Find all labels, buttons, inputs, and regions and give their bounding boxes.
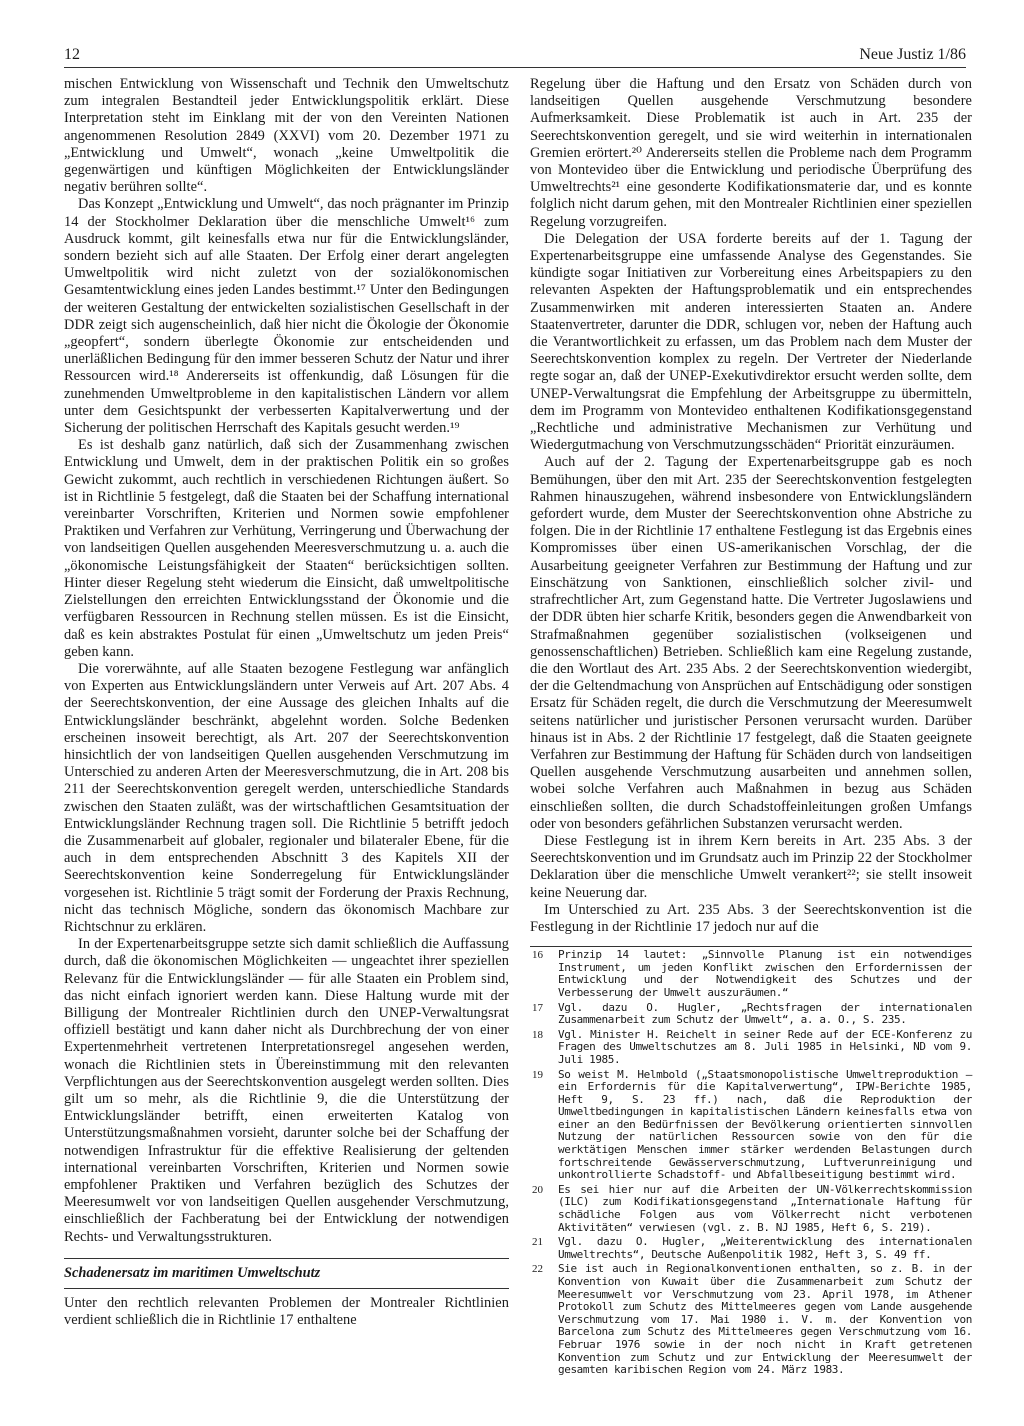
paragraph: Die vorerwähnte, auf alle Staaten bezogene Festlegung war anfänglich von Experten aus Entwicklungsländern unter Verweis auf Art. 207 Abs. 4 der Seerechtskonvention, der eine Aussage des gleichen Inhalts auf die Entwicklungsländer beschränkt, abgelehnt worden. Solche Bedenken erscheinen insoweit berechtigt, als Art. 207 der Seerechtskonvention hinsichtlich der von landseitigen Quellen ausgehenden Verschmutzung im Unterschied zu anderen Arten der Meeresverschmutzung, die in Art. 208 bis 211 der Seerechtskonvention geregelt werden, unterschiedliche Standards zwischen den Staaten zuläßt, was der wirtschaftlichen Gesamtsituation der Entwicklungsländer Rechnung tragen soll. Die Richtlinie 5 betrifft jedoch die Zusammenarbeit auf globaler, regionaler und bilateraler Ebene, für die auch in dem entsprechenden Abschnitt 3 des Kapitels XII der Seerechtskonvention keine Sonderregelung für Entwicklungsländer vorgesehen ist. Richtlinie 5 trägt somit der Forderung der Praxis Rechnung, nicht das technisch Mögliche, sondern das ökonomisch Machbare zur Richtschnur zu erklären.	[64, 660, 509, 935]
paragraph: Es ist deshalb ganz natürlich, daß sich der Zusammenhang zwischen Entwicklung und Umwelt, dem in der praktischen Politik ein so großes Gewicht zukommt, auch rechtlich in verschiedenen Richtungen äußert. So ist in Richtlinie 5 festgelegt, daß die Staaten bei der Schaffung international vereinbarter Vorschriften, Kriterien und Normen sowie empfohlener Praktiken und Verfahren zur Verhütung, Verringerung und Überwachung der von landseitigen Quellen ausgehenden Meeresverschmutzung u. a. auch die „ökonomische Leistungsfähigkeit der Staaten“ berücksichtigen sollten. Hinter dieser Regelung steht wiederum die Einsicht, daß umweltpolitische Zielstellungen den erreichten Entwicklungsstand der Ökonomie und die verfügbaren Ressourcen in Rechnung stellen müssen. Es ist die Einsicht, daß es kein abstraktes Postulat für einen „Umweltschutz um jeden Preis“ geben kann.	[64, 437, 509, 660]
footnote-text: Sie ist auch in Regionalkonventionen enthalten, so z. B. in der Konvention von Kuwait über die Zusammenarbeit zum Schutz der Meeresumwelt vor Verschmutzung vom 23. April 1978, im Athener Protokoll zum Schutz des Mittelmeeres gegen vom Lande ausgehende Verschmutzung vom 17. Mai 1980 i. V. m. der Konvention von Barcelona zum Schutz des Mittelmeeres gegen Verschmutzung vom 16. Februar 1976 sowie in der noch nicht in Kraft getretenen Konvention zum Schutz und zur Entwicklung der Meeresumwelt der gesamten karibischen Region vom 24. März 1983.	[558, 1262, 972, 1377]
paragraph: Regelung über die Haftung und den Ersatz von Schäden durch von landseitigen Quellen ausgehende Verschmutzung besondere Aufmerksamkeit. Diese Problematik ist auch in Art. 235 der Seerechtskonvention geregelt, und sie wird weiterhin in internationalen Gremien erörtert.²⁰ Andererseits stellen die Probleme nach dem Programm von Montevideo über die Entwicklung und periodische Überprüfung des Umweltrechts²¹ eine gesonderte Kodifikationsmaterie dar, und es konnte folglich nicht darum gehen, mit den Montrealer Richtlinien einer speziellen Regelung vorzugreifen.	[530, 76, 972, 230]
footnote-text: Prinzip 14 lautet: „Sinnvolle Planung ist ein notwendiges Instrument, um jeden Konflikt zwischen den Erfordernissen der Entwicklung und der Notwendigkeit des Schutzes und der Verbesserung der Umwelt auszuräumen.“	[558, 948, 972, 999]
header-rule	[64, 67, 966, 68]
footnote	[530, 949, 972, 999]
footnote-number: 17	[532, 1001, 543, 1014]
paragraph: mischen Entwicklung von Wissenschaft und Technik den Umweltschutz zum integralen Bestandteil jeder Entwicklungspolitik erklärt. Diese Interpretation steht im Einklang mit der von den Vereinten Nationen angenommenen Resolution 2849 (XXVI) vom 20. Dezember 1971 zu „Entwicklung und Umwelt“, wonach „keine Umweltpolitik die gegenwärtigen und künftigen Möglichkeiten der Entwicklungsländer negativ berühren sollte“.	[64, 76, 509, 196]
paragraph: Auch auf der 2. Tagung der Expertenarbeitsgruppe gab es noch Bemühungen, über den mit Art. 235 der Seerechtskonvention festgelegten Rahmen hinauszugehen, während insbesondere von Entwicklungsländern gefordert wurde, dem Muster der Seerechtskonvention ohne Abstriche zu folgen. Die in der Richtlinie 17 enthaltene Festlegung ist das Ergebnis eines Kompromisses über einen US-amerikanischen Vorschlag, der die Ausarbeitung geeigneter Verfahren zur Bestimmung der Haftung und zur Einschätzung von Sanktionen, einschließlich solcher zivil- und strafrechtlicher Art, zum Gegenstand hatte. Die Vertreter Jugoslawiens und der DDR übten hier scharfe Kritik, besonders gegen die Anwendbarkeit von Strafmaßnahmen gegenüber sozialistischen (volkseigenen und genossenschaftlichen) Betrieben. Schließlich kam eine Regelung zustande, die den Wortlaut des Art. 235 Abs. 2 der Seerechtskonvention wiedergibt, der die Geltendmachung von Ansprüchen auf Entschädigung oder sonstigen Ersatz für Schäden regelt, die durch die Verschmutzung der Meeresumwelt seitens natürlicher und juristischer Personen verursacht wurden. Darüber hinaus ist in Abs. 2 der Richtlinie 17 festgelegt, daß die Staaten geeignete Verfahren zur Bestimmung der Haftung für Schäden durch von landseitigen Quellen ausgehende Verschmutzung ausarbeiten und annehmen sollen, wobei solche Verfahren auch Maßnahmen in bezug aus Schäden einschließen sollten, die durch Schadstoffeinleitungen großen Umfangs oder von besonders gefährlichen Substanzen verursacht werden.	[530, 454, 972, 832]
paragraph: Diese Festlegung ist in ihrem Kern bereits in Art. 235 Abs. 3 der Seerechtskonvention und im Grundsatz auch im Prinzip 22 der Stockholmer Deklaration über die menschliche Umwelt verankert²²; sie stellt insoweit keine Neuerung dar.	[530, 832, 972, 901]
footnote	[530, 1184, 972, 1234]
footnote	[530, 1263, 972, 1376]
footnote	[530, 1236, 972, 1261]
footnote-number: 20	[532, 1183, 543, 1196]
section-heading: Schadenersatz im maritimen Umweltschutz	[64, 1258, 509, 1289]
footnote	[530, 1069, 972, 1182]
journal-issue: Neue Justiz 1/86	[859, 46, 966, 63]
paragraph: In der Expertenarbeitsgruppe setzte sich damit schließlich die Auffassung durch, daß die ökonomischen Möglichkeiten — ungeachtet ihrer speziellen Relevanz für die Entwicklungsländer — für alle Staaten ein Problem sind, das nicht einfach ignoriert werden kann. Diese Haltung wurde mit der Billigung der Montrealer Richtlinien durch den UNEP-Verwaltungsrat offiziell bestätigt und kann daher nicht als Durchbrechung der von einer Expertenmehrheit vertretenen Interpretationsregel angesehen werden, wonach die Richtlinien stets in Übereinstimmung mit den relevanten Verpflichtungen aus der Seerechtskonvention ausgelegt werden sollten. Dies gilt um so mehr, als die Richtlinie 9, die die Unterstützung der Entwicklungsländer betrifft, einen erweiterten Katalog von Unterstützungsmaßnahmen vorsieht, darunter solche bei der Schaffung der notwendigen Infrastruktur für die effektive Realisierung der geltenden international vereinbarten Vorschriften, Kriterien und Normen sowie empfohlener Praktiken und Verfahren bezüglich des Schutzes der Meeresumwelt vor von landseitigen Quellen ausgehender Verschmutzung, einschließlich der Fachberatung bei der Entwicklung der notwendigen Rechts- und Verwaltungsstrukturen.	[64, 936, 509, 1245]
page-header	[64, 46, 966, 66]
footnote-text: So weist M. Helmbold („Staatsmonopolistische Umweltreproduktion – ein Erfordernis für die Kapitalverwertung“, IPW-Berichte 1985, Heft 9, S. 23 ff.) nach, daß die Reproduktion der Umweltbedingungen in kapitalistischen Ländern keinesfalls etwa von einer an den Bedürfnissen der Bevölkerung orientierten sinnvollen Nutzung der natürlichen Ressourcen sowie von den für die werktätigen Menschen immer stärker werdenden Belastungen durch fortschreitende Gewässerverschmutzung, Luftverunreinigung und unkontrollierte Schadstoff- und Abfallbeseitigung bestimmt wird.	[558, 1067, 972, 1182]
footnotes	[530, 949, 972, 1377]
footnote-number: 18	[532, 1028, 543, 1041]
footnote-text: Vgl. dazu O. Hugler, „Rechtsfragen der internationalen Zusammenarbeit zum Schutz der Umwelt“, a. a. O., S. 235.	[558, 1000, 972, 1027]
right-column	[530, 76, 972, 1377]
footnote-text: Vgl. dazu O. Hugler, „Weiterentwicklung des internationalen Umweltrechts“, Deutsche Außenpolitik 1982, Heft 3, S. 49 ff.	[558, 1235, 972, 1261]
footnote-text: Es sei hier nur auf die Arbeiten der UN-Völkerrechtskommission (ILC) zum Kodifikationsgegenstand „Internationale Haftung für schädliche Folgen aus vom Völkerrecht nicht verbotenen Aktivitäten“ verwiesen (vgl. z. B. NJ 1985, Heft 6, S. 219).	[558, 1182, 972, 1234]
footnote-number: 21	[532, 1236, 543, 1249]
paragraph: Das Konzept „Entwicklung und Umwelt“, das noch prägnanter im Prinzip 14 der Stockholmer Deklaration über die menschliche Umwelt¹⁶ zum Ausdruck kommt, gilt keinesfalls etwa nur für die Entwicklungsländer, sondern bezieht sich auf alle Staaten. Der Erfolg einer derart angelegten Umweltpolitik wird nicht zuletzt von der sozialökonomischen Gesamtentwicklung eines jeden Landes bestimmt.¹⁷ Unter den Bedingungen der weiteren Gestaltung der entwickelten sozialistischen Gesellschaft in der DDR zeigt sich augenscheinlich, daß hier nicht die Ökologie der Ökonomie „geopfert“, sondern überlegte Ökonomie zur entscheidenden und unerläßlichen Bedingung für den immer besseren Schutz der Natur und ihrer Ressourcen wird.¹⁸ Andererseits ist offenkundig, daß Lösungen für die zunehmenden Umweltprobleme in den kapitalistischen Ländern vor allem unter dem Gesichtspunkt der verbesserten Kapitalverwertung und der Sicherung der politischen Herrschaft des Kapitals gesucht werden.¹⁹	[64, 196, 509, 437]
paragraph: Im Unterschied zu Art. 235 Abs. 3 der Seerechtskonvention ist die Festlegung in der Richtlinie 17 jedoch nur auf die	[530, 901, 972, 935]
footnote-rule	[530, 946, 972, 947]
page-number: 12	[64, 46, 80, 63]
footnote	[530, 1029, 972, 1067]
footnote-number: 16	[532, 949, 543, 962]
footnote	[530, 1002, 972, 1027]
footnote-text: Vgl. Minister H. Reichelt in seiner Rede auf der ECE-Konferenz zu Fragen des Umweltschutzes am 8. Juli 1985 in Helsinki, ND vom 9. Juli 1985.	[558, 1027, 972, 1066]
left-column	[64, 76, 509, 1329]
paragraph: Die Delegation der USA forderte bereits auf der 1. Tagung der Expertenarbeitsgruppe eine umfassende Analyse des Gegenstandes. Sie kündigte sogar Initiativen zur Vorbereitung eines Arbeitspapiers zu den relevanten Aspekten der Haftungsproblematik und ein entsprechendes Zusammenwirken mit anderen interessierten Staaten an. Andere Staatenvertreter, darunter die DDR, schlugen vor, neben der Haftung auch die Verantwortlichkeit zu erfassen, um das Problem nach dem Muster der Seerechtskonvention komplex zu regeln. Der Vertreter der Niederlande regte sogar an, daß der UNEP-Exekutivdirektor ersucht werden sollte, dem UNEP-Verwaltungsrat die Empfehlung der Arbeitsgruppe zu übermitteln, dem im Programm von Montevideo enthaltenen Kodifikationsgegenstand „Rechtliche und administrative Mechanismen zur Verhütung und Wiedergutmachung von Verschmutzungsschäden“ Priorität einzuräumen.	[530, 230, 972, 454]
paragraph: Unter den rechtlich relevanten Problemen der Montrealer Richtlinien verdient schließlich die in Richtlinie 17 enthaltene	[64, 1294, 509, 1329]
footnote-number: 19	[532, 1068, 543, 1081]
footnote-number: 22	[532, 1263, 543, 1276]
